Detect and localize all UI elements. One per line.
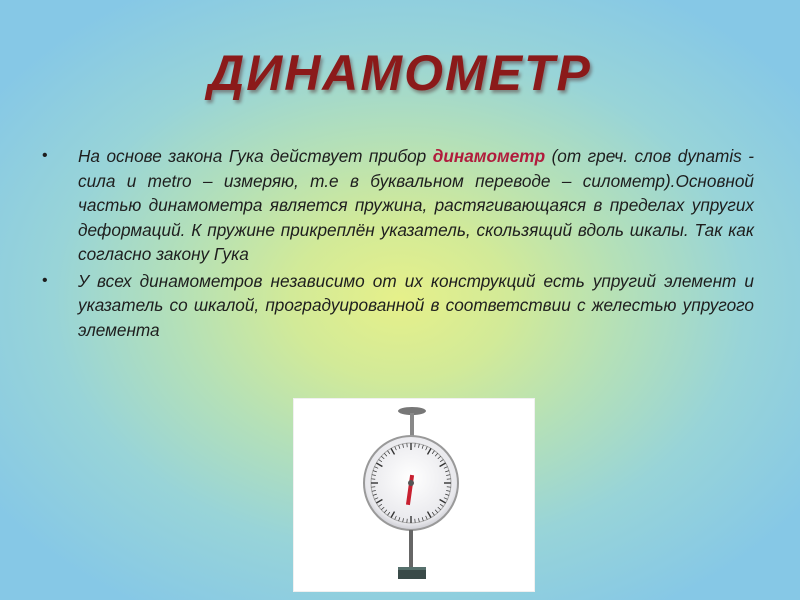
highlighted-term: динамометр xyxy=(432,146,546,166)
bullet-marker: • xyxy=(42,271,48,289)
bullet-list xyxy=(42,144,754,344)
dynamometer-illustration xyxy=(294,399,534,591)
bullet-item-2 xyxy=(42,269,754,343)
bullet-text-part: На основе закона Гука действует прибор xyxy=(78,146,433,166)
slide-title: ДИНАМОМЕТР xyxy=(208,45,592,101)
dial-hub-shape xyxy=(408,480,414,486)
bullet-marker: • xyxy=(42,147,48,164)
bullet-item-1 xyxy=(42,144,754,267)
stand-base-top-shape xyxy=(398,567,426,570)
stand-rod-shape xyxy=(409,530,413,568)
dynamometer-photo xyxy=(293,398,535,592)
bullet-text: У всех динамометров независимо от их конструкций есть упругий элемент и указатель со шкалой, проградуированной в соответствии с желестью упругого элемента xyxy=(78,270,754,340)
bullet-text-part: (от греч. слов dynamis - сила и metro – измеряю, т.е в буквальном переводе – силометр).Основной частью динамометра является пружина, растягивающаяся в пределах упругих деформаций. К пружине прикреплён указатель, скользящий вдоль шкалы. Так как согласно закону Гука xyxy=(78,146,754,264)
